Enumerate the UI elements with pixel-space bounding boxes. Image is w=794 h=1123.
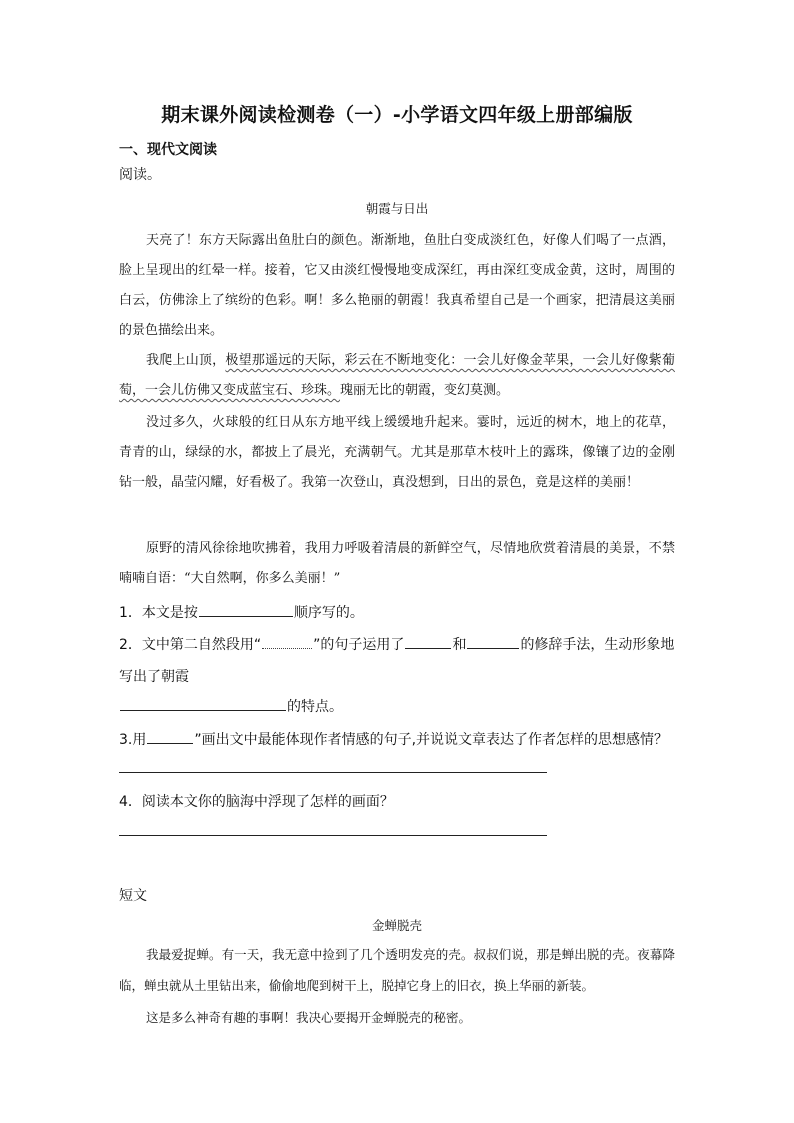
question-3-end: ”画出文中最能体现作者情感的句子,并说说文章表达了作者怎样的思想感情？: [194, 732, 669, 748]
answer-line[interactable]: [119, 835, 547, 836]
answer-blank[interactable]: [120, 696, 286, 711]
answer-line[interactable]: [119, 772, 547, 773]
question-1-end: 顺序写的。: [293, 605, 364, 621]
paragraph-2-end: 瑰丽无比的朝霞，变幻莫测。: [340, 383, 510, 398]
wavy-underlined-sentence: 极望那遥远的天际，彩云在不断地变化：一会儿好像金苹果，一会儿好像紫葡萄，一会儿仿佛又变成蓝宝石、珍珠。: [119, 353, 675, 398]
question-2-part-c: 和: [452, 637, 467, 653]
question-2-part-d: 的修辞手法，生动形象地: [520, 637, 675, 653]
question-3: [119, 729, 668, 749]
passage-label: 短文: [119, 888, 147, 904]
article-title-2: 金蝉脱壳: [371, 918, 422, 933]
question-2-part-b: ”的句子运用了: [313, 637, 405, 653]
article-title: 朝霞与日出: [365, 201, 429, 216]
paragraph-2: [119, 346, 675, 406]
question-2-continued: 写出了朝霞: [119, 669, 189, 685]
answer-blank[interactable]: [405, 634, 451, 649]
paragraph-2-2: 这是多么神奇有趣的事啊！我决心要揭开金蝉脱壳的秘密。: [146, 1010, 472, 1025]
question-1: [119, 602, 364, 622]
question-3-start: 3.用: [119, 732, 147, 748]
paragraph-2-1: 我最爱捉蝉。有一天，我无意中捡到了几个透明发亮的壳。叔叔们说，那是蝉出脱的壳。夜幕降临，蝉虫就从土里钻出来，偷偷地爬到树干上，脱掉它身上的旧衣，换上华丽的新装。: [119, 947, 675, 993]
paragraph-4: 原野的清风徐徐地吹拂着，我用力呼吸着清晨的新鲜空气，尽情地欣赏着清晨的美景，不禁喃喃自语：“大自然啊，你多么美丽！”: [119, 541, 675, 586]
page-title: 期末课外阅读检测卷（一）-小学语文四年级上册部编版: [161, 104, 633, 126]
question-2: [119, 634, 674, 654]
question-4: 4．阅读本文你的脑海中浮现了怎样的画面？: [119, 794, 394, 810]
answer-blank[interactable]: [199, 602, 293, 617]
answer-blank[interactable]: [467, 634, 519, 649]
question-2-part-f: 的特点。: [287, 699, 343, 715]
question-2-line-3: [119, 696, 343, 716]
wavy-line-sample: [262, 634, 312, 649]
paragraph-2-start: 我爬上山顶，: [146, 353, 226, 368]
section-heading: 一、现代文阅读: [119, 142, 217, 158]
paragraph-3: 没过多久，火球般的红日从东方地平线上缓缓地升起来。霎时，远近的树木，地上的花草，青青的山，绿绿的水，都披上了晨光，充满朝气。尤其是那草木枝叶上的露珠，像镶了边的金刚钻一般，晶莹闪耀，好看极了。我第一次登山，真没想到，日出的景色，竟是这样的美丽！: [119, 415, 675, 490]
underline-sample: [147, 729, 193, 744]
question-2-part-a: 2．文中第二自然段用“: [119, 637, 262, 653]
question-1-start: 1．本文是按: [119, 605, 198, 621]
paragraph-1: 天亮了！东方天际露出鱼肚白的颜色。渐渐地，鱼肚白变成淡红色，好像人们喝了一点酒，脸上呈现出的红晕一样。接着，它又由淡红慢慢地变成深红，再由深红变成金黄，这时，周围的白云，仿佛涂上了缤纷的色彩。啊！多么艳丽的朝霞！我真希望自己是一个画家，把清晨这美丽的景色描绘出来。: [119, 233, 675, 338]
instruction-text: 阅读。: [119, 167, 161, 183]
